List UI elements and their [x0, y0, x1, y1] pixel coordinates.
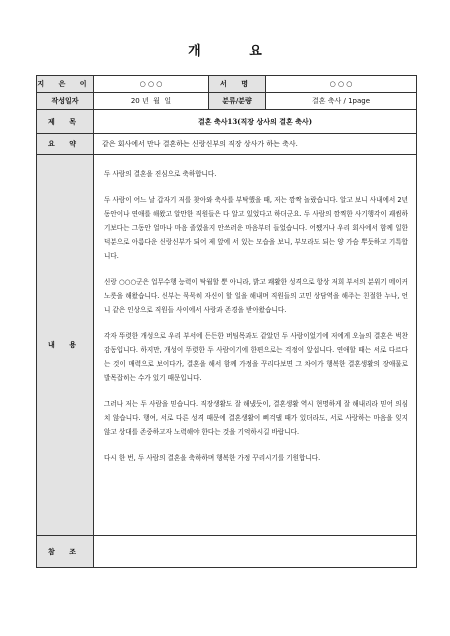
body-paragraph: 그러나 저는 두 사람을 믿습니다. 직장생활도 잘 해냈듯이, 결혼생활 역시 현명하게 잘 해내리라 믿어 의심치 않습니다. 행여, 서로 다른 성격 때문에 결혼생활이 삐걱댈 때가 있더라도, 서로 사랑하는 마음을 잊지 않고 상대를 존중하고자 노력해야 한다는 것을 기억하시길 바랍니다. — [104, 400, 408, 436]
body-paragraph: 각자 뚜렷한 개성으로 우리 부서에 든든한 버팀목과도 같았던 두 사람이었기에 저에게 오늘의 결혼은 벅찬 감동입니다. 하지만, 개성이 뚜렷한 두 사람이기에 한편으로는 걱정이 앞섭니다. 연애할 때는 서로 다르다는 것이 매력으로 보이다가, 결혼을 해서 함께 가정을 꾸리다보면 그 차이가 행복한 결혼생활의 장애물로 발목잡히는 수가 있기 때문입니다. — [104, 332, 408, 382]
subject-value: 결혼 축사13(직장 상사의 결혼 축사) — [94, 110, 417, 134]
category-value: 결혼 축사 / 1page — [266, 93, 417, 110]
author-label: 지 은 이 — [37, 76, 94, 93]
body-paragraph: 두 사람이 어느 날 갑자기 저를 찾아와 축사를 부탁했을 때, 저는 깜짝 놀랐습니다. 알고 보니 사내에서 2년 동안이나 연애를 해왔고 알만한 직원들은 다 알고 있었다고 하더군요. 두 사람의 깜찍한 사기행각이 괘씸하기보다는 그동안 얼마나 마음 졸였을지 안쓰러운 마음부터 들었습니다. 어쨌거나 우리 회사에서 함께 일한 덕분으로 아름다운 신랑신부가 되어 제 앞에 서 있는 모습을 보니, 부모라도 되는 양 가슴 뿌듯하고 기특합니다. — [104, 196, 408, 260]
body-content — [94, 155, 417, 536]
author-value: ○ ○ ○ — [94, 76, 209, 93]
body-paragraph: 신랑 ○○○군은 업무수행 능력이 탁월할 뿐 아니라, 밝고 쾌활한 성격으로 항상 저희 부서의 분위기 메이커 노릇을 해왔습니다. 신부는 묵묵히 자신이 할 일을 해내며 직원들의 고민 상담역을 해주는 친절한 누나, 언니 같은 인상으로 직원들 사이에서 사랑과 존경을 받아왔습니다. — [104, 278, 408, 314]
document-title: 개 요 — [188, 44, 284, 59]
body-paragraph: 두 사람의 결혼을 진심으로 축하합니다. — [104, 170, 217, 178]
category-label: 분류/분량 — [209, 93, 266, 110]
signature-value: ○ ○ ○ — [266, 76, 417, 93]
date-label: 작성일자 — [37, 93, 94, 110]
summary-label: 요 약 — [37, 134, 94, 155]
date-value: 20 년 월 일 — [94, 93, 209, 110]
summary-value: 같은 회사에서 만나 결혼하는 신랑신부의 직장 상사가 하는 축사. — [94, 134, 417, 155]
overview-form — [36, 75, 417, 568]
body-label: 내 용 — [37, 155, 94, 536]
signature-label: 서 명 — [209, 76, 266, 93]
subject-label: 제 목 — [37, 110, 94, 134]
reference-label: 참 조 — [37, 536, 94, 568]
reference-value — [94, 536, 417, 568]
body-paragraph: 다시 한 번, 두 사람의 결혼을 축하하며 행복한 가정 꾸리시기를 기원합니다. — [104, 454, 321, 462]
